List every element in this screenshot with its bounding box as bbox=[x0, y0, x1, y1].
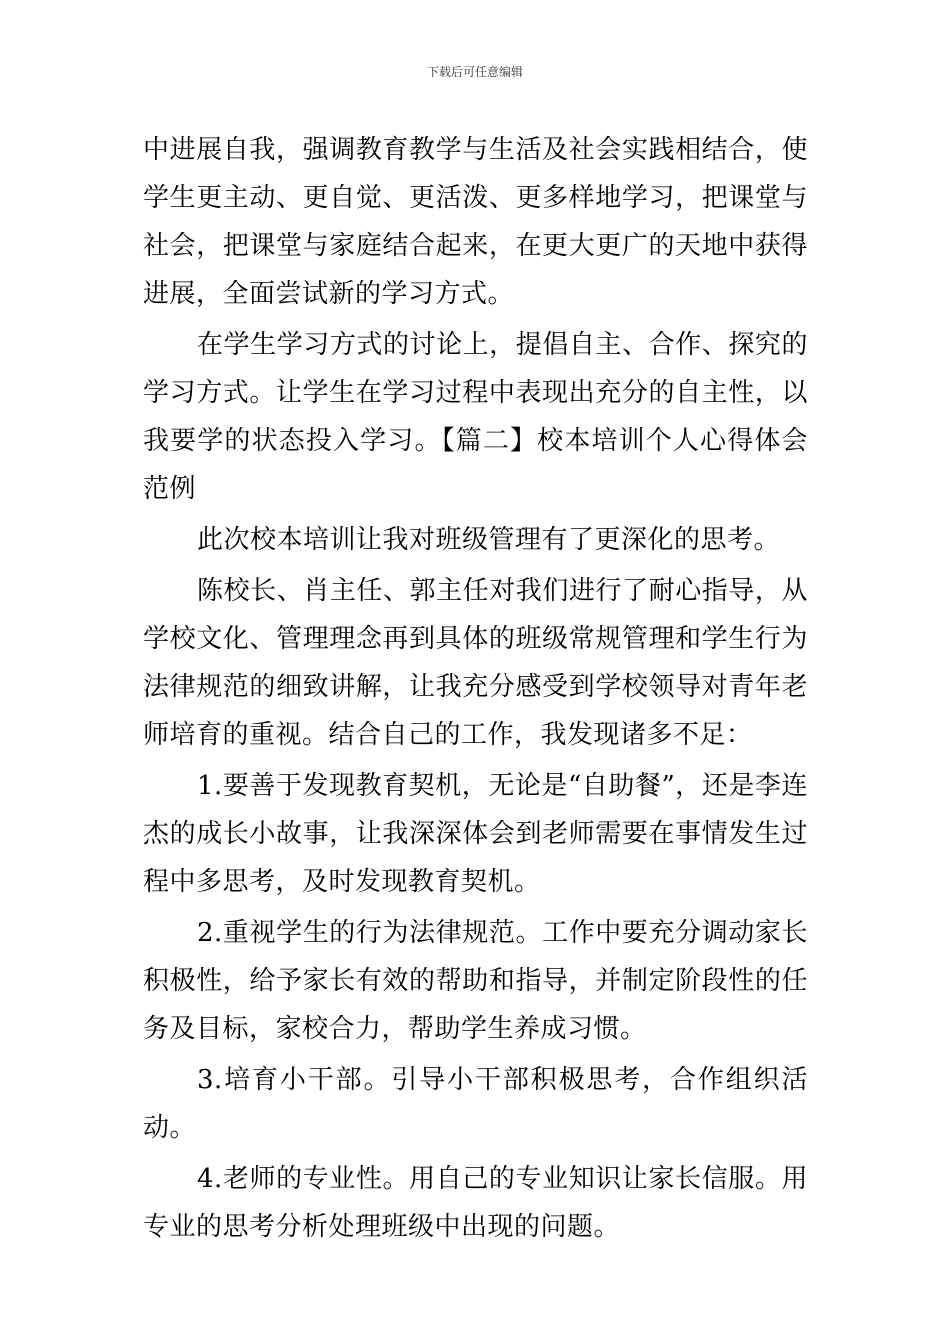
paragraph-learning-methods: 在学生学习方式的讨论上，提倡自主、合作、探究的学习方式。让学生在学习过程中表现出充分的自主性，以我要学的状态投入学习。【篇二】校本培训个人心得体会范例 bbox=[143, 330, 808, 504]
paragraph-guidance: 陈校长、肖主任、郭主任对我们进行了耐心指导，从学校文化、管理理念再到具体的班级常规管理和学生行为法律规范的细致讲解，让我充分感受到学校领导对青年老师培育的重视。结合自己的工作，我发现诸多不足： bbox=[143, 576, 808, 750]
list-item-3: 3.培育小干部。引导小干部积极思考，合作组织活动。 bbox=[143, 1065, 808, 1143]
list-item-4: 4.老师的专业性。用自己的专业知识让家长信服。用专业的思考分析处理班级中出现的问题。 bbox=[143, 1164, 808, 1242]
paragraph-training-intro: 此次校本培训让我对班级管理有了更深化的思考。 bbox=[197, 525, 781, 555]
document-body bbox=[143, 126, 808, 1251]
paragraph-continuation: 中进展自我，强调教育教学与生活及社会实践相结合，使学生更主动、更自觉、更活泼、更多样地学习，把课堂与社会，把课堂与家庭结合起来，在更大更广的天地中获得进展，全面尝试新的学习方式。 bbox=[143, 135, 808, 309]
list-item-1: 1.要善于发现教育契机，无论是“自助餐”，还是李连杰的成长小故事，让我深深体会到老师需要在事情发生过程中多思考，及时发现教育契机。 bbox=[143, 771, 808, 897]
list-item-2: 2.重视学生的行为法律规范。工作中要充分调动家长积极性，给予家长有效的帮助和指导，并制定阶段性的任务及目标，家校合力，帮助学生养成习惯。 bbox=[143, 918, 808, 1044]
page-header-note: 下载后可任意编辑 bbox=[426, 65, 523, 79]
